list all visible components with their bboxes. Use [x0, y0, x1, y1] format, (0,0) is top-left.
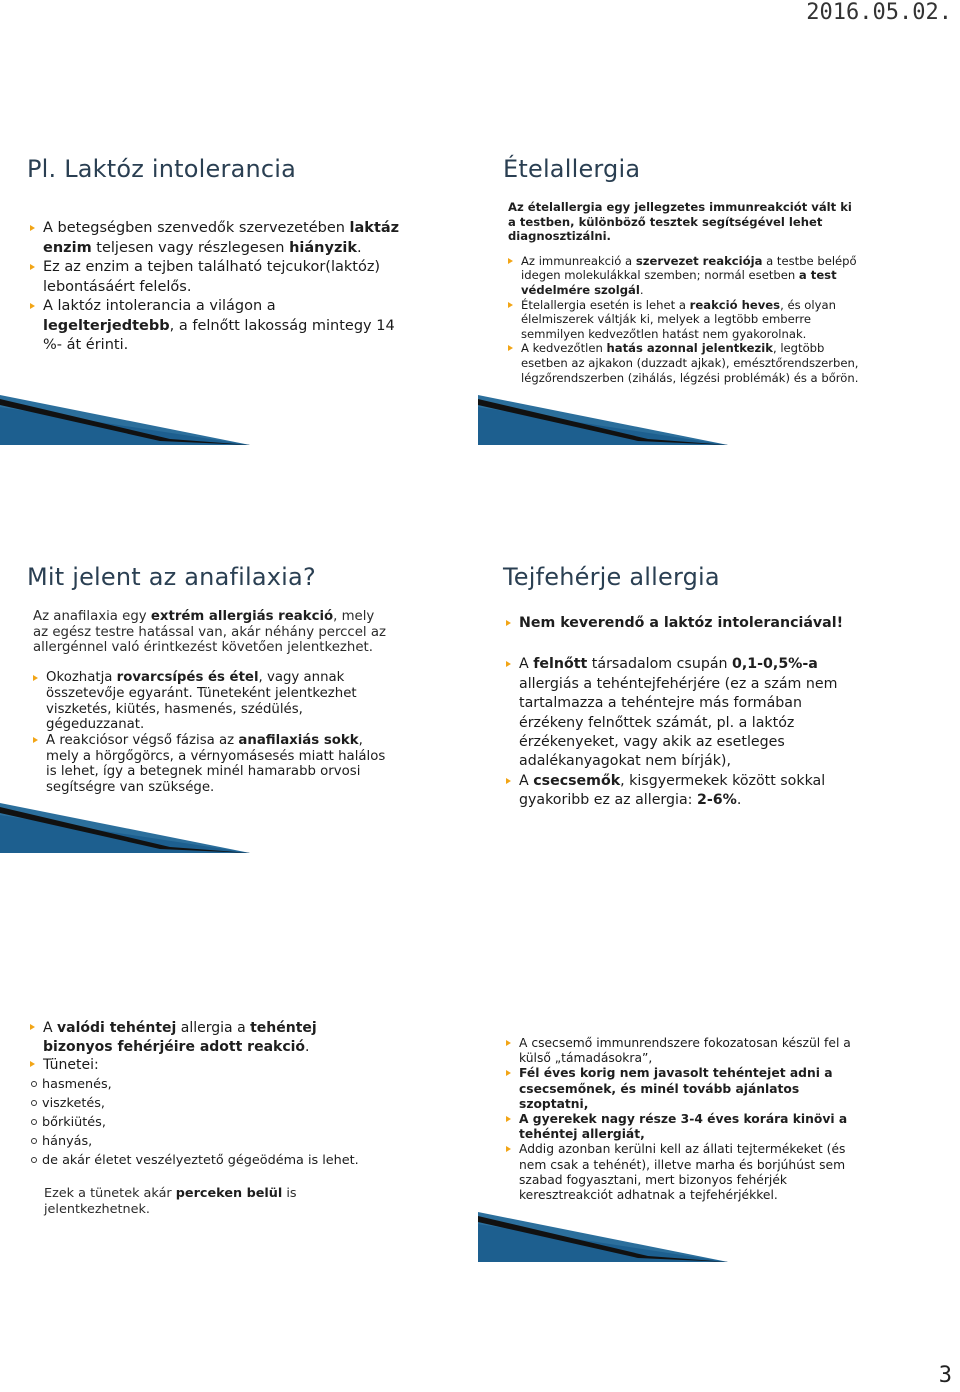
slide-title: Tejfehérje allergia	[503, 563, 720, 591]
bullet-item: A felnőtt társadalom csupán 0,1-0,5%-a allergiás a tehéntejfehérjére (ez a szám nem tartalmazza a tehéntejre más formában érzékeny felnőttek számát, pl. a laktóz érzékenyeket, vagy akik az esetleges adalékanyagokat nem bírják),	[506, 655, 866, 771]
slide-corner-swoosh	[0, 395, 250, 445]
highlight: reakció heves	[689, 297, 781, 312]
slide-title: Mit jelent az anafilaxia?	[27, 563, 316, 591]
slide-corner-swoosh	[478, 1212, 728, 1262]
slide-body	[30, 219, 410, 356]
slide-corner-swoosh	[478, 395, 728, 445]
slide-body	[30, 1019, 390, 1217]
bullet-item	[506, 1112, 868, 1142]
slide-valodi-tehentej-allergia	[0, 962, 482, 1262]
highlight: valódi tehéntej	[57, 1020, 177, 1036]
highlight: Fél éves korig nem javasolt tehéntejet adni a csecsemőnek, és minél tovább ajánlatos szoptatni,	[519, 1066, 833, 1111]
highlight: szervezet reakciója	[635, 253, 763, 268]
highlight: a test védelmére szolgál	[521, 268, 837, 297]
bullet-item: Ételallergia esetén is lehet a reakció heves, és olyan élelmiszerek váltják ki, melyek a legtöbb emberre semmilyen kedvezőtlen hatást nem gyakorolnak.	[508, 298, 860, 342]
bullet-item: A laktóz intolerancia a világon a legelterjedtebb, a felnőtt lakosság mintegy 14 %- át érinti.	[30, 297, 410, 356]
slide-note: Ezek a tünetek akár perceken belül is jelentkezhetnek.	[44, 1186, 297, 1217]
symptom-item: viszketés,	[30, 1094, 390, 1113]
bullet-item: Okozhatja rovarcsípés és étel, vagy annak összetevője egyaránt. Tüneteként jelentkezhet viszketés, kiütés, hasmenés, szédülés, gégeduzzanat.	[33, 670, 393, 733]
slide-lead: Az ételallergia egy jellegzetes immunreakciót vált ki a testben, különböző tesztek segítségével lehet diagnosztizálni.	[508, 200, 852, 244]
page-date: 2016.05.02.	[806, 0, 952, 25]
symptom-item: hányás,	[30, 1132, 390, 1151]
bullet-item	[506, 1066, 868, 1112]
slide-body	[508, 200, 860, 385]
highlight: A gyerekek nagy része 3-4 éves korára kinövi a tehéntej allergiát,	[519, 1112, 848, 1142]
bullet-item: Ez az enzim a tejben található tejcukor(laktóz) lebontásáért felelős.	[30, 258, 410, 297]
slide-corner-swoosh	[0, 803, 250, 853]
slide-body	[506, 1036, 868, 1203]
bullet-item: A valódi tehéntej allergia a tehéntej bizonyos fehérjéire adott reakció.	[30, 1019, 390, 1056]
highlight: Nem keverendő a laktóz intoleranciával!	[519, 615, 844, 631]
symptom-list	[30, 1075, 390, 1170]
highlight: anafilaxiás sokk	[238, 732, 359, 748]
slide-body	[506, 614, 866, 811]
highlight: hatás azonnal jelentkezik	[606, 341, 773, 356]
symptom-item: de akár életet veszélyeztető gégeödéma is lehet.	[30, 1151, 390, 1170]
slide-title: Pl. Laktóz intolerancia	[27, 155, 297, 183]
slide-csecsemo-immunrendszer	[478, 962, 960, 1262]
highlight: rovarcsípés és étel	[116, 670, 259, 686]
symptom-item: hasmenés,	[30, 1075, 390, 1094]
highlight: 2-6%	[696, 792, 737, 809]
slide-tejfeherje-allergia	[478, 553, 960, 853]
bullet-item: A reakciósor végső fázisa az anafilaxiás sokk, mely a hörgőgörcs, a vérnyomásesés miatt halálos is lehet, így a betegnek minél hamarabb orvosi segítségre van szüksége.	[33, 733, 393, 796]
bullet-item: Az immunreakció a szervezet reakciója a testbe belépő idegen molekulákkal szemben; normál esetben a test védelmére szolgál.	[508, 254, 860, 298]
bullet-item: A kedvezőtlen hatás azonnal jelentkezik, legtöbb esetben az ajkakon (duzzadt ajkak), emésztőrendszerben, légzőrendszerben (zihálás, légzési problémák) és a bőrön.	[508, 341, 860, 385]
page-number: 3	[938, 1363, 952, 1388]
slide-title: Ételallergia	[503, 155, 641, 183]
bullet-item	[506, 614, 866, 633]
highlight: laktáz enzim	[43, 220, 400, 256]
highlight: legelterjedtebb	[43, 317, 170, 334]
bullet-item: A csecsemők, kisgyermekek között sokkal gyakoribb ez az allergia: 2-6%.	[506, 772, 866, 811]
slide-anafilaxia	[0, 553, 482, 853]
highlight: csecsemők	[533, 772, 621, 789]
highlight: extrém allergiás reakció	[150, 609, 334, 624]
highlight: 0,1-0,5%-a	[732, 656, 818, 673]
bullet-item: Addig azonban kerülni kell az állati tejtermékeket (és nem csak a tehénét), illetve marha és borjúhúst sem szabad fogyasztani, mert bizonyos fehérjék keresztreakciót adhatnak a tejfehérjékkel.	[506, 1142, 868, 1203]
highlight: tehéntej bizonyos fehérjéire adott reakció	[43, 1020, 317, 1055]
bullet-item: Tünetei: hasmenés, viszketés, bőrkiütés, hányás, de akár életet veszélyeztető gégeödéma is lehet.	[30, 1056, 390, 1170]
highlight: hiányzik	[289, 239, 358, 256]
bullet-item: A betegségben szenvedők szervezetében laktáz enzim teljesen vagy részlegesen hiányzik.	[30, 219, 410, 258]
highlight: felnőtt	[533, 656, 588, 673]
bullet-item: A csecsemő immunrendszere fokozatosan készül fel a külső „támadásokra”,	[506, 1036, 868, 1066]
slide-laktoz-intolerancia	[0, 145, 482, 445]
slide-lead: Az anafilaxia egy extrém allergiás reakció, mely az egész testre hatással van, akár néhány perccel az allergénnel való érintkezést követően jelentkezhet.	[33, 609, 386, 656]
symptom-item: bőrkiütés,	[30, 1113, 390, 1132]
highlight: perceken belül	[175, 1186, 283, 1201]
slide-etelallergia	[478, 145, 960, 445]
slide-body	[33, 609, 393, 796]
